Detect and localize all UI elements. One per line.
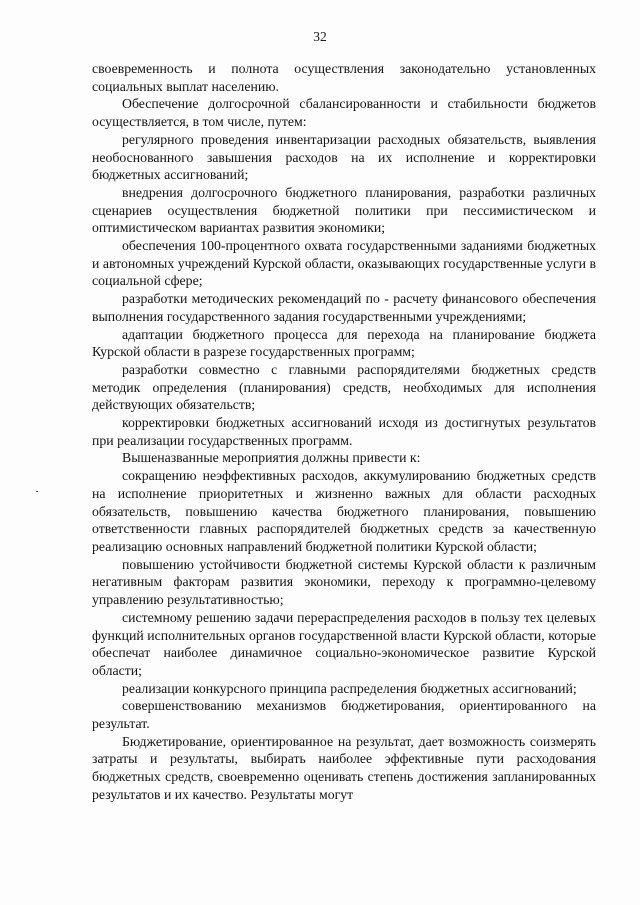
paragraph: Обеспечение долгосрочной сбалансированности и стабильности бюджетов осуществляется, в том числе, путем: — [92, 96, 596, 130]
paragraph: корректировки бюджетных ассигнований исходя из достигнутых результатов при реализации государственных программ. — [92, 415, 596, 448]
paragraph: реализации конкурсного принципа распределения бюджетных ассигнований; — [122, 680, 577, 696]
paragraph: повышению устойчивости бюджетной системы Курской области к различным негативным факторам развития экономики, переходу к программно-целевому управлению результативностью; — [92, 556, 596, 608]
document-body — [92, 60, 596, 804]
paragraph: разработки методических рекомендаций по - расчету финансового обеспечения выполнения государственного задания государственными учреждениями; — [92, 291, 596, 324]
paragraph: внедрения долгосрочного бюджетного планирования, разработки различных сценариев осуществления бюджетной политики при пессимистическом и оптимистическом вариантах развития экономики; — [92, 184, 596, 236]
paragraph: своевременность и полнота осуществления законодательно установленных социальных выплат населению. — [92, 61, 596, 94]
paragraph: регулярного проведения инвентаризации расходных обязательств, выявления необоснованного завышения расходов на их исполнение и корректировки бюджетных ассигнований; — [92, 131, 596, 183]
paragraph: Бюджетирование, ориентированное на результат, дает возможность соизмерять затраты и результаты, выбирать наиболее эффективные пути расходования бюджетных средств, своевременно оценивать степень достижения запланированных результатов и их качество. Результаты могут — [92, 733, 596, 802]
paragraph: системному решению задачи перераспределения расходов в пользу тех целевых функций исполнительных органов государственной власти Курской области, которые обеспечат наиболее динамичное социально-экономическое развитие Курской области; — [92, 609, 596, 678]
paragraph: сокращению неэффективных расходов, аккумулированию бюджетных средств на исполнение приоритетных и жизненно важных для области расходных обязательств, повышению качества бюджетного планирования, повышению ответственности главных распорядителей бюджетных средств за качественную реализацию основных направлений бюджетной политики Курской области; — [92, 468, 596, 554]
page-number: 32 — [313, 29, 327, 44]
paragraph: обеспечения 100-процентного охвата государственными заданиями бюджетных и автономных учреждений Курской области, оказывающих государственные услуги в социальной сфере; — [92, 238, 596, 289]
paragraph: разработки совместно с главными распорядителями бюджетных средств методик определения (планирования) средств, необходимых для исполнения действующих обязательств; — [92, 361, 596, 413]
paragraph: Вышеназванные мероприятия должны привести к: — [122, 450, 421, 466]
paragraph: адаптации бюджетного процесса для перехода на планирование бюджета Курской области в разрезе государственных программ; — [92, 326, 596, 360]
scan-speck — [36, 491, 38, 492]
paragraph: совершенствованию механизмов бюджетирования, ориентированного на результат. — [92, 698, 596, 732]
